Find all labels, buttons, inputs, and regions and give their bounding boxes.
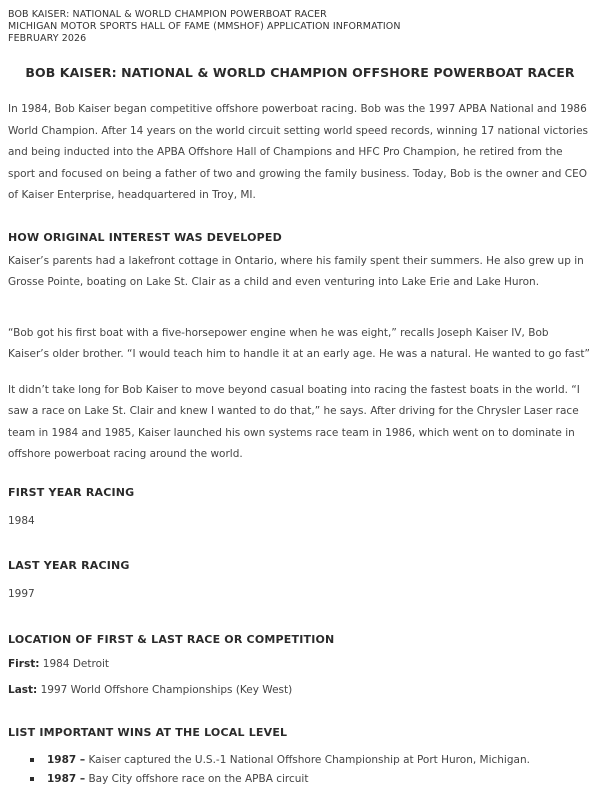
section-heading-wins: LIST IMPORTANT WINS AT THE LOCAL LEVEL: [8, 725, 288, 739]
first-race-label: First:: [8, 657, 40, 670]
bullet-icon: [30, 758, 34, 762]
last-race-line: [8, 680, 592, 702]
document-title: BOB KAISER: NATIONAL & WORLD CHAMPION OFFSHORE POWERBOAT RACER: [25, 65, 575, 80]
interest-paragraph-1: Kaiser’s parents had a lakefront cottage in Ontario, where his family spent their summers. He also grew up in Grosse Pointe, boating on Lake St. Clair as a child and even venturing into Lake Erie and Lake Huron.: [8, 254, 584, 288]
win-year: 1987 –: [47, 753, 86, 766]
section-heading-last-year: LAST YEAR RACING: [8, 559, 130, 572]
header-line-3: FEBRUARY 2026: [8, 33, 87, 44]
list-item: [30, 770, 592, 789]
first-race-value: 1984 Detroit: [39, 657, 110, 670]
document-header: [8, 9, 592, 45]
win-text: Kaiser captured the U.S.-1 National Offshore Championship at Port Huron, Michigan.: [85, 753, 530, 766]
last-race-value: 1997 World Offshore Championships (Key West): [37, 684, 293, 696]
section-location: [8, 633, 592, 702]
section-first-year: [8, 486, 592, 533]
interest-paragraph-2: “Bob got his first boat with a five-horsepower engine when he was eight,” recalls Joseph Kaiser IV, Bob Kaiser’s older brother. “I would teach him to handle it at an early age. He was a natural. He wanted to go fast”: [8, 326, 590, 360]
first-race-line: [8, 654, 592, 676]
section-original-interest: [8, 231, 592, 466]
bullet-icon: [30, 777, 34, 781]
list-item: [30, 751, 592, 770]
first-year-value: 1984: [8, 514, 35, 527]
win-year: 1987 –: [47, 772, 86, 785]
last-year-value: 1997: [8, 588, 35, 600]
section-heading-location: LOCATION OF FIRST & LAST RACE OR COMPETITION: [8, 632, 335, 646]
section-heading-first-year: FIRST YEAR RACING: [8, 485, 135, 499]
interest-paragraph-3: It didn’t take long for Bob Kaiser to move beyond casual boating into racing the fastest boats in the world. “I saw a race on Lake St. Clair and knew I wanted to do that,” he says. After driving for the Chrysler Laser race team in 1984 and 1985, Kaiser launched his own systems race team in 1986, which went on to dominate in offshore powerboat racing around the world.: [8, 383, 580, 460]
section-heading-interest: HOW ORIGINAL INTEREST WAS DEVELOPED: [8, 230, 282, 244]
wins-list: [8, 751, 592, 789]
header-line-1: BOB KAISER: NATIONAL & WORLD CHAMPION POWERBOAT RACER: [8, 9, 327, 20]
section-last-year: [8, 559, 592, 606]
intro-paragraph: In 1984, Bob Kaiser began competitive offshore powerboat racing. Bob was the 1997 APBA National and 1986 World Champion. After 14 years on the world circuit setting world speed records, winning 17 national victories and being inducted into the APBA Offshore Hall of Champions and HFC Pro Champion, he retired from the sport and focused on being a father of two and growing the family business. Today, Bob is the owner and CEO of Kaiser Enterprise, headquartered in Troy, MI.: [8, 103, 589, 201]
last-race-label: Last:: [8, 684, 38, 696]
win-text: Bay City offshore race on the APBA circuit: [85, 772, 309, 785]
section-local-wins: [8, 726, 592, 789]
header-line-2: MICHIGAN MOTOR SPORTS HALL OF FAME (MMSHOF) APPLICATION INFORMATION: [8, 21, 401, 32]
